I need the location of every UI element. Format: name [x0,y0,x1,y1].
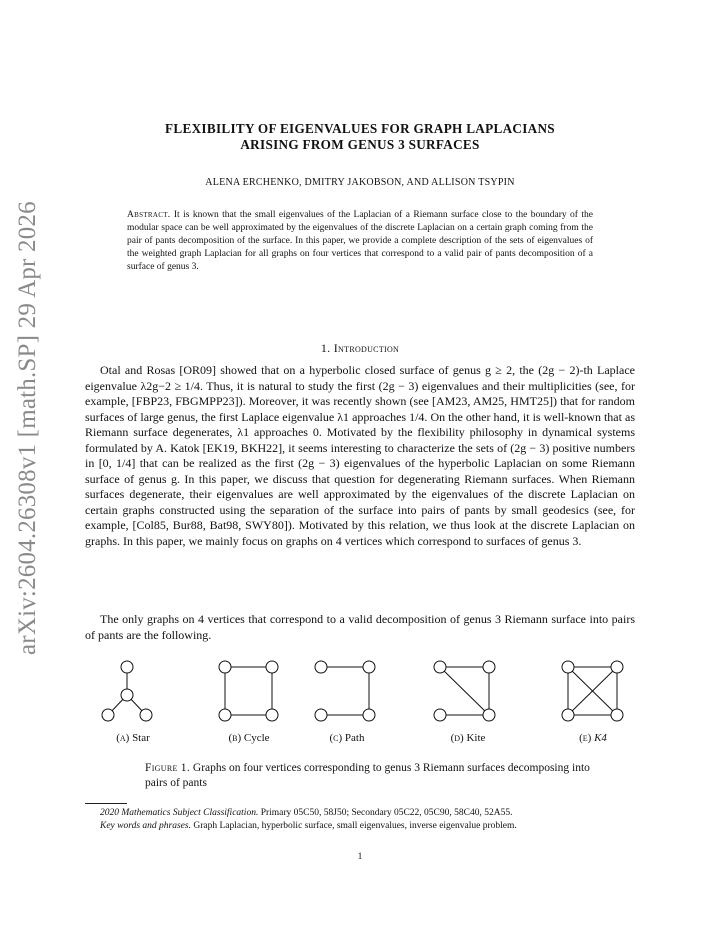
subcaption-star: (a) Star [116,732,150,744]
k4-graph [558,655,628,735]
subcaption-k4: (e) K4 [579,732,607,744]
subcaption-kite: (d) Kite [450,732,486,744]
graph-vertex [483,661,495,673]
graph-vertex [315,709,327,721]
graph-vertex [562,709,574,721]
title-line-1: FLEXIBILITY OF EIGENVALUES FOR GRAPH LAPLACIANS [165,121,555,136]
figure-caption [145,761,595,790]
title-line-2: ARISING FROM GENUS 3 SURFACES [240,137,480,152]
abstract-text: It is known that the small eigenvalues of the Laplacian of a Riemann surface close to the boundary of the modular space can be well approximated by the eigenvalues of the discrete Laplacian on a certain graph coming from the pair of pants decomposition of the surface. In this paper, we provide a complete description of the sets of eigenvalues of the weighted graph Laplacian for all graphs on four vertices that correspond to a valid pair of pants decomposition of a surface of genus 3. [127,210,594,272]
graph-vertex [219,709,231,721]
subcaption-cycle: (b) Cycle [228,732,270,744]
graph-vertex [611,709,623,721]
graph-vertex [140,709,152,721]
figure-1 [85,655,645,755]
arxiv-identifier: arXiv:2604.26308v1 [math.SP] 29 Apr 2026 [14,201,41,655]
figure-label: Figure 1. [145,762,191,774]
subcaption-path: (c) Path [329,732,365,744]
graph-vertex [363,661,375,673]
graph-vertex [219,661,231,673]
cycle-graph [215,655,285,735]
graph-vertex [121,689,133,701]
author-list: ALENA ERCHENKO, DMITRY JAKOBSON, AND ALLISON TSYPIN [205,177,515,188]
graph-vertex [611,661,623,673]
footnotes [85,807,635,832]
intro-paragraph-2: The only graphs on 4 vertices that correspond to a valid decomposition of genus 3 Riemann surface into pairs of pants are the following. [85,612,635,642]
footnote-rule [85,803,127,804]
abstract-label: Abstract. [127,210,171,220]
graph-vertex [315,661,327,673]
intro-paragraph-1: Otal and Rosas [OR09] showed that on a hyperbolic closed surface of genus g ≥ 2, the (2g − 2)-th Laplace eigenvalue λ2g−2 ≥ 1/4. Thus, it is natural to study the first (2g − 3) eigenvalues and their multiplicities (see, for example, [FBP23, FBGMPP23]). Moreover, it was recently shown (see [AM23, AM25, HMT25]) that for random surfaces of large genus, the first Laplace eigenvalue λ1 approaches 1/4. On the other hand, it is well-known that as Riemann surface degenerates, λ1 approaches 0. Motivated by the flexibility philosophy in dynamical systems formulated by A. Katok [EK19, BKH22], it seems interesting to characterize the sets of (2g − 3) positive numbers in [0, 1/4] that can be realized as the first (2g − 3) eigenvalues of the hyperbolic Laplacian on some Riemann surface of genus g. In this paper, we discuss that question for degenerating Riemann surfaces. When Riemann surfaces degenerate, their eigenvalues are well approximated by the eigenvalues of the discrete Laplacian on certain graphs constructed using the separation of the surface into pairs of pants by small geodesics (see, for example, [Col85, Bur88, Bat98, SWY80]). Motivated by this relation, we thus look at the discrete Laplacian on graphs. In this paper, we mainly focus on graphs on 4 vertices which correspond to surfaces of genus 3. [85,363,635,549]
graph-vertex [434,709,446,721]
abstract [127,209,593,274]
graph-vertex [266,661,278,673]
star-graph [95,655,165,735]
footnote-msc: 2020 Mathematics Subject Classification. Primary 05C50, 58J50; Secondary 05C22, 05C90, 58C40, 52A55. [100,808,513,818]
graph-vertex [121,661,133,673]
graph-vertex [434,661,446,673]
graph-vertex [483,709,495,721]
path-graph [311,655,381,735]
graph-vertex [363,709,375,721]
footnote-keywords: Key words and phrases. Graph Laplacian, hyperbolic surface, small eigenvalues, inverse eigenvalue problem. [100,820,517,831]
graph-vertex [102,709,114,721]
graph-vertex [562,661,574,673]
kite-graph [430,655,500,735]
figure-caption-text: Graphs on four vertices corresponding to genus 3 Riemann surfaces decomposing into pairs of pants [145,762,590,789]
paper-title [100,121,620,153]
graph-vertex [266,709,278,721]
section-heading: 1. Introduction [320,341,400,355]
page-number: 1 [357,852,363,862]
